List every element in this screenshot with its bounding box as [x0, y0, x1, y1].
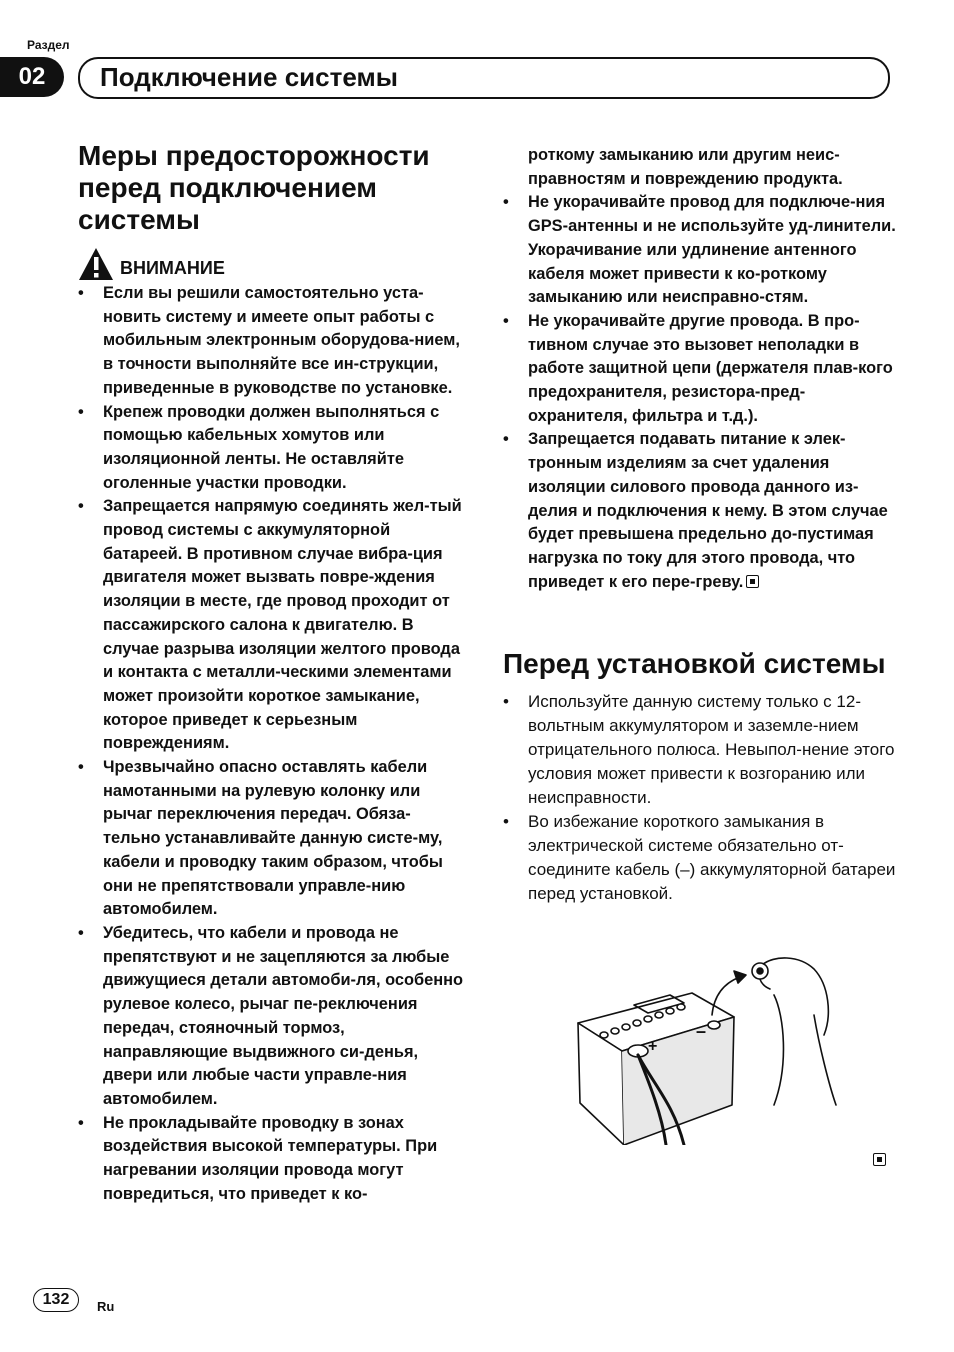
hand — [759, 958, 836, 1105]
list-item-text: Запрещается подавать питание к элек-тронным изделиям за счет удаления изоляции силового провода данного из-делия и подключения к нему. В этом случае будет превышена предельно до-пустимая нагрузка по току для этого провода, что приведет к его пере-греву. — [528, 430, 888, 591]
precautions-list — [78, 282, 468, 1206]
list-item: • Если вы решили самостоятельно уста-новить систему и имеете опыт работы с мобильным электронным оборудова-нием, в точности выполняйте все ин-струкции, приведенные в руководстве по установке. — [78, 282, 468, 401]
list-item: • Не прокладывайте проводку в зонах воздействия высокой температуры. При нагревании изоляции провода могут повредиться, что приведет к ко- — [78, 1112, 468, 1207]
section-title: Подключение системы — [100, 62, 398, 92]
page-number: 132 — [33, 1288, 79, 1312]
list-item — [503, 428, 898, 594]
list-item: • Чрезвычайно опасно оставлять кабели намотанными на рулевую колонку или рычаг переключения передач. Обяза-тельно устанавливайте данную систе-му, кабели и проводку таким образом, чтобы они не препятствовали управле-нию автомобилем. — [78, 756, 468, 922]
end-mark-icon — [873, 1153, 886, 1166]
list-item: • Крепеж проводки должен выполняться с помощью кабельных хомутов или изоляционной ленты. Не оставляйте оголенные участки проводки. — [78, 401, 468, 496]
terminal-negative — [708, 1021, 720, 1029]
minus-label: – — [696, 1021, 707, 1041]
caution-label: ВНИМАНИЕ — [120, 257, 225, 278]
list-item: • Не укорачивайте другие провода. В про-тивном случае это вызовет неполадки в работе защитной цепи (держателя плав-кого предохранителя, резистора-пред-охранителя, фильтра и т.д.). — [503, 310, 898, 429]
precautions-heading — [78, 140, 468, 236]
heading-line: системы — [78, 204, 200, 235]
left-column — [78, 140, 468, 1206]
list-item: • Убедитесь, что кабели и провода не препятствуют и не зацепляются за любые движущиеся детали автомоби-ля, особенно рулевое колесо, рычаг пе-реключения передач, стояночный тормоз, направляющие выдвижного си-денья, двери или любые части управле-ния автомобилем. — [78, 922, 468, 1112]
right-column — [503, 144, 898, 906]
section-label: Раздел — [27, 38, 70, 52]
precautions-list-continued — [503, 191, 898, 594]
list-item: • Не укорачивайте провод для подключе-ния GPS-антенны и не используйте уд-линители. Укорачивание или удлинение антенного кабеля может привести к ко-роткому замыканию или неисправно-стям. — [503, 191, 898, 310]
list-item: • Запрещается напрямую соединять жел-тый провод системы с аккумуляторной батареей. В противном случае вибра-ция двигателя может вызвать повре-ждения изоляции в месте, где провод проходит от пассажирского салона к двигателю. В случае разрыва изоляции желтого провода и контакта с металли-ческими элементами может произойти короткое замыкание, которое приведет к серьезным повреждениям. — [78, 495, 468, 756]
battery-disconnect-illustration — [574, 955, 844, 1145]
end-mark-icon — [746, 575, 759, 588]
caution-header — [78, 246, 468, 282]
section-number-badge: 02 — [0, 57, 64, 97]
language-label: Ru — [97, 1299, 115, 1314]
heading-line: перед подключением — [78, 172, 377, 203]
list-item: • Во избежание короткого замыкания в электрической системе обязательно от-соедините кабель (–) аккумуляторной батареи перед установкой. — [503, 810, 898, 906]
list-item: • Используйте данную систему только с 12-вольтным аккумулятором и заземле-нием отрицательного полюса. Невыпол-нение этого условия может привести к возгоранию или неисправности. — [503, 690, 898, 810]
heading-line: Меры предосторожности — [78, 140, 430, 171]
continuation-text: роткому замыканию или другим неис-правностям и повреждению продукта. — [528, 146, 843, 188]
before-install-heading: Перед установкой системы — [503, 648, 886, 680]
before-install-list — [503, 690, 898, 906]
warning-triangle-icon — [78, 247, 114, 281]
section-title-box — [78, 57, 890, 99]
plus-label: + — [648, 1038, 658, 1055]
